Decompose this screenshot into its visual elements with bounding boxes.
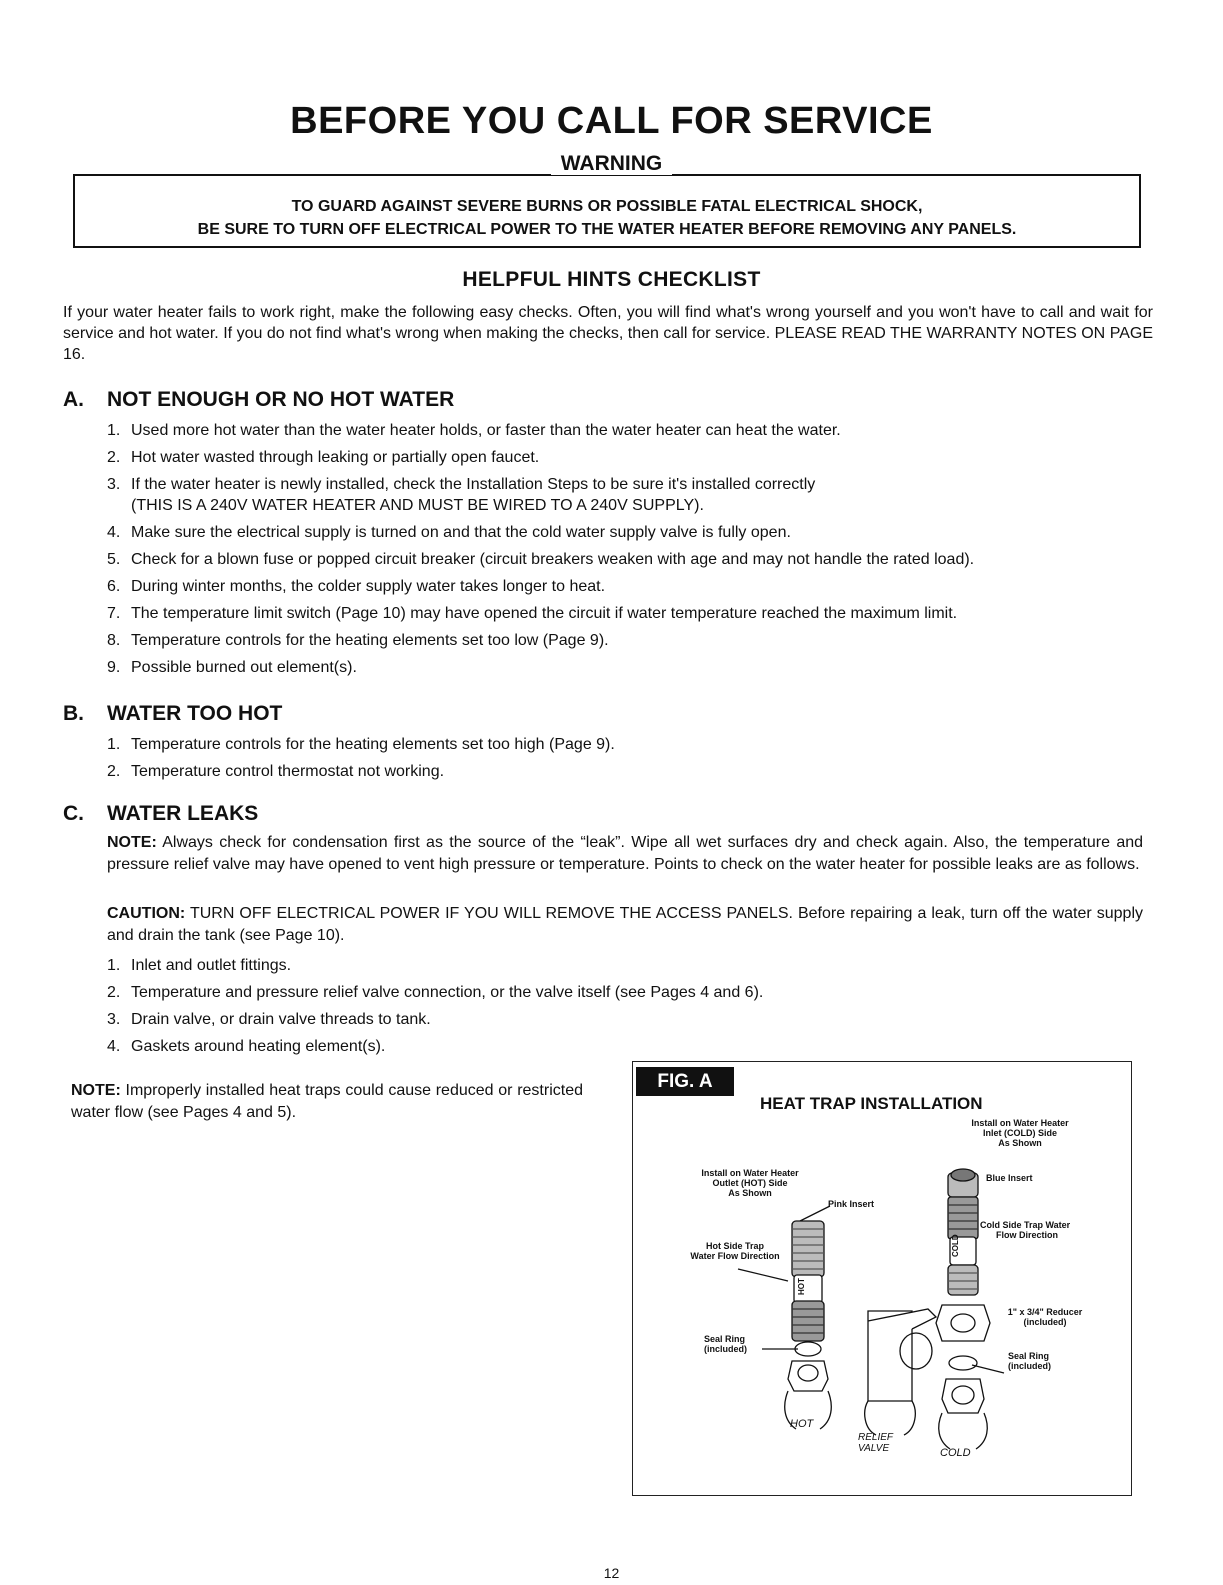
- page-number: 12: [603, 1565, 620, 1581]
- trap-cold-marking: COLD: [951, 1234, 960, 1257]
- item-text: During winter months, the colder supply water takes longer to heat.: [131, 578, 606, 595]
- item-number: 4.: [107, 1038, 121, 1055]
- checklist-intro: If your water heater fails to work right, make the following easy checks. Often, you will find what's wrong yourself and you won't have to call and wait for service and hot water. If you do not find what's wrong when making the checks, then call for service. PLEASE READ THE WARRANTY NOTES ON PAGE 16.: [63, 304, 1153, 363]
- figure-title: HEAT TRAP INSTALLATION: [760, 1094, 983, 1113]
- item-number: 9.: [107, 659, 121, 676]
- list-item: [107, 630, 609, 651]
- list-item: [107, 761, 444, 782]
- item-text: Inlet and outlet fittings.: [131, 957, 292, 974]
- hot-seal-ring: [795, 1342, 821, 1356]
- cold-nipple: [939, 1379, 988, 1449]
- note-text: Always check for condensation first as the source of the “leak”. Wipe all wet surfaces dry and check again. Also, the temperature and pressure relief valve may have opened to vent high pressure or temperature. Points to check on the water heater for possible leaks are as follows.: [107, 834, 1144, 873]
- label-line: VALVE: [858, 1443, 890, 1454]
- item-text: The temperature limit switch (Page 10) may have opened the circuit if water temperature reached the maximum limit.: [131, 605, 958, 622]
- label-line: As Shown: [998, 1138, 1042, 1148]
- list-item: [107, 474, 815, 495]
- item-number: 8.: [107, 632, 121, 649]
- item-number: 5.: [107, 551, 121, 568]
- item-text: If the water heater is newly installed, check the Installation Steps to be sure it's installed correctly: [131, 476, 816, 493]
- section-b-title: WATER TOO HOT: [107, 702, 283, 725]
- caution-text: TURN OFF ELECTRICAL POWER IF YOU WILL REMOVE THE ACCESS PANELS. Before repairing a leak, turn off the water supply and drain the tank (see Page 10).: [107, 905, 1144, 944]
- item-text: Hot water wasted through leaking or partially open faucet.: [131, 449, 540, 466]
- item-number: 1.: [107, 736, 121, 753]
- label-line: RELIEF: [858, 1432, 894, 1443]
- section-b-letter: B.: [63, 702, 84, 725]
- item-number: 7.: [107, 605, 121, 622]
- item-number: 3.: [107, 476, 121, 493]
- list-item: [107, 657, 357, 678]
- checklist-title: HELPFUL HINTS CHECKLIST: [462, 268, 761, 291]
- section-c-letter: C.: [63, 802, 84, 825]
- item-number: 4.: [107, 524, 121, 541]
- section-b-heading: [63, 702, 282, 726]
- list-item: [107, 522, 791, 543]
- item-text: Drain valve, or drain valve threads to tank.: [131, 1011, 431, 1028]
- list-item: [107, 576, 605, 597]
- pink-insert-leader: [800, 1206, 830, 1221]
- label-line: As Shown: [728, 1188, 772, 1198]
- note-text: Improperly installed heat traps could cause reduced or restricted water flow (see Pages 4 and 5).: [71, 1082, 583, 1121]
- item-number: 2.: [107, 763, 121, 780]
- item-number: 2.: [107, 984, 121, 1001]
- cold-seal-ring: [949, 1356, 977, 1370]
- item-text: Temperature controls for the heating elements set too high (Page 9).: [131, 736, 615, 753]
- label-line: Install on Water Heater: [971, 1118, 1069, 1128]
- page-title: BEFORE YOU CALL FOR SERVICE: [290, 100, 933, 142]
- warning-text: [73, 195, 1141, 241]
- warning-line-1: TO GUARD AGAINST SEVERE BURNS OR POSSIBLE FATAL ELECTRICAL SHOCK,: [291, 198, 923, 215]
- pink-insert-label: Pink Insert: [828, 1199, 875, 1209]
- label-line: Hot Side Trap: [705, 1241, 764, 1251]
- list-item: [107, 603, 957, 624]
- item-text: Temperature control thermostat not working.: [131, 763, 445, 780]
- caution-label: CAUTION:: [107, 905, 186, 922]
- note-label: NOTE:: [107, 834, 157, 851]
- section-a-heading: [63, 388, 454, 412]
- section-c-title: WATER LEAKS: [107, 802, 259, 825]
- trap-hot-marking: HOT: [797, 1278, 806, 1295]
- list-item: [107, 447, 539, 468]
- leaks-note: [107, 832, 1143, 876]
- item-text: Used more hot water than the water heater holds, or faster than the water heater can heat the water.: [131, 422, 841, 439]
- list-item: [107, 955, 291, 976]
- item-text: Gaskets around heating element(s).: [131, 1038, 386, 1055]
- item-text: Possible burned out element(s).: [131, 659, 357, 676]
- item-text: Temperature and pressure relief valve connection, or the valve itself (see Pages 4 and 6).: [131, 984, 764, 1001]
- label-line: Seal Ring: [1008, 1351, 1050, 1361]
- label-line: (included): [704, 1344, 747, 1354]
- label-line: Inlet (COLD) Side: [983, 1128, 1057, 1138]
- item-text: Check for a blown fuse or popped circuit breaker (circuit breakers weaken with age and may not handle the rated load).: [131, 551, 975, 568]
- warning-label: WARNING: [551, 152, 673, 175]
- label-line: (included): [1008, 1361, 1051, 1371]
- cold-side-trap: [948, 1169, 978, 1295]
- figure-tag: FIG. A: [636, 1067, 734, 1096]
- list-item: [107, 1036, 385, 1057]
- hot-trap-leader: [738, 1269, 788, 1281]
- item-number: 1.: [107, 957, 121, 974]
- warning-line-2: BE SURE TO TURN OFF ELECTRICAL POWER TO THE WATER HEATER BEFORE REMOVING ANY PANELS.: [197, 221, 1017, 238]
- item-number: 1.: [107, 422, 121, 439]
- leaks-caution: [107, 903, 1143, 947]
- seal-right-leader: [972, 1365, 1004, 1373]
- label-line: 1" x 3/4" Reducer: [1007, 1307, 1083, 1317]
- list-item: [107, 1009, 431, 1030]
- section-c-heading: [63, 802, 258, 826]
- section-a-letter: A.: [63, 388, 84, 411]
- item-text: Temperature controls for the heating elements set too low (Page 9).: [131, 632, 609, 649]
- item-number: 2.: [107, 449, 121, 466]
- label-line: Seal Ring: [704, 1334, 746, 1344]
- cold-label: COLD: [940, 1447, 971, 1459]
- list-item: [107, 734, 615, 755]
- item-text: Make sure the electrical supply is turned on and that the cold water supply valve is fully open.: [131, 524, 791, 541]
- list-item: [107, 420, 841, 441]
- label-line: Flow Direction: [996, 1230, 1059, 1240]
- list-item: [107, 982, 763, 1003]
- label-line: Cold Side Trap Water: [980, 1220, 1071, 1230]
- heat-trap-note: [71, 1080, 583, 1124]
- label-line: Outlet (HOT) Side: [712, 1178, 788, 1188]
- label-line: Install on Water Heater: [701, 1168, 799, 1178]
- list-item-continuation: (THIS IS A 240V WATER HEATER AND MUST BE WIRED TO A 240V SUPPLY).: [131, 497, 704, 514]
- hot-label: HOT: [790, 1418, 814, 1430]
- hot-nipple: [785, 1361, 832, 1429]
- reducer: [936, 1305, 990, 1341]
- item-number: 6.: [107, 578, 121, 595]
- heat-trap-diagram: [632, 1061, 1132, 1496]
- item-number: 3.: [107, 1011, 121, 1028]
- warning-heading: [0, 152, 1223, 176]
- list-item: [107, 549, 974, 570]
- section-a-title: NOT ENOUGH OR NO HOT WATER: [107, 388, 455, 411]
- label-line: (included): [1023, 1317, 1067, 1327]
- relief-valve: [865, 1309, 936, 1435]
- note-label: NOTE:: [71, 1082, 121, 1099]
- blue-insert-label: Blue Insert: [986, 1173, 1033, 1183]
- label-line: Water Flow Direction: [690, 1251, 780, 1261]
